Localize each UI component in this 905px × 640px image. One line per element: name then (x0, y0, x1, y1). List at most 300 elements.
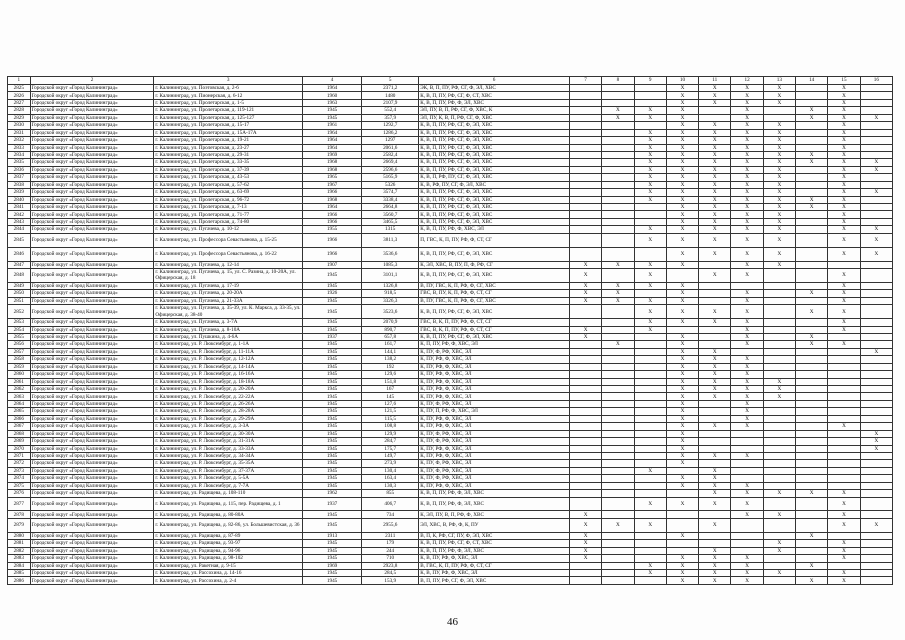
table-cell: г. Калининград, ул. Р. Люксембург, д. 29-29А (154, 415, 303, 422)
table-cell: В, ПУ, ГВС, К, П, РФ, Ф, СГ, ХВС (419, 297, 570, 304)
table-cell (602, 326, 634, 333)
table-cell: Х (763, 511, 795, 518)
table-cell: Х (666, 107, 698, 114)
table-cell (796, 166, 828, 173)
table-cell: 1926 (302, 290, 361, 297)
table-cell: Городской округ «Город Калининград» (30, 282, 154, 289)
table-cell: Х (731, 400, 763, 407)
table-cell: Х (666, 174, 698, 181)
table-cell: г. Калининград, ул. Пролетарская, д. 15-17 (154, 122, 303, 129)
table-cell: Городской округ «Город Калининград» (30, 371, 154, 378)
table-cell: Х (666, 445, 698, 452)
table-cell: Х (699, 497, 731, 511)
table-cell (763, 467, 795, 474)
table-cell (860, 99, 892, 106)
table-cell: Х (828, 305, 860, 319)
table-cell: Городской округ «Город Калининград» (30, 555, 154, 562)
table-row (8, 511, 893, 518)
table-cell: Х (699, 99, 731, 106)
table-cell: г. Калининград, ул. Р. Люксембург, д. 22-22А (154, 393, 303, 400)
table-cell: Х (569, 297, 601, 304)
column-header: 15 (828, 77, 860, 85)
table-cell (634, 348, 666, 355)
table-cell: Х (666, 438, 698, 445)
table-cell: 2869 (8, 438, 31, 445)
table-cell: К, ПУ, Ф, РФ, ХВС, ЭЛ (419, 430, 570, 437)
table-cell (569, 114, 601, 121)
table-cell: Х (666, 290, 698, 297)
table-cell: Городской округ «Город Калининград» (30, 445, 154, 452)
table-cell (634, 408, 666, 415)
table-cell: 2582,4 (362, 151, 419, 158)
table-cell: г. Калининград, ул. Радищева, д. 115, пер. Радищева, д. 1 (154, 497, 303, 511)
table-cell: 1964 (302, 204, 361, 211)
table-cell (860, 92, 892, 99)
table-cell: Х (828, 233, 860, 247)
table-cell: Х (796, 114, 828, 121)
table-cell (796, 475, 828, 482)
table-cell: Х (666, 261, 698, 268)
table-row (8, 151, 893, 158)
table-cell: К, ПУ, РФ, Ф, ХВС, ЭЛ (419, 452, 570, 459)
table-cell: Х (731, 204, 763, 211)
table-cell (634, 99, 666, 106)
table-cell (602, 452, 634, 459)
table-cell: 2858 (8, 356, 31, 363)
table-cell: 1907 (302, 261, 361, 268)
table-cell (860, 363, 892, 370)
table-cell: 127,6 (362, 400, 419, 407)
table-cell: Городской округ «Город Калининград» (30, 261, 154, 268)
table-cell: Х (666, 233, 698, 247)
table-row (8, 218, 893, 225)
column-header: 8 (602, 77, 634, 85)
table-cell: 2850 (8, 290, 31, 297)
table-cell: Х (828, 290, 860, 297)
table-cell: 1945 (302, 569, 361, 576)
table-cell (860, 532, 892, 539)
table-cell (860, 423, 892, 430)
table-row (8, 532, 893, 539)
table-cell (699, 445, 731, 452)
table-cell (602, 497, 634, 511)
table-cell: 2070,9 (362, 319, 419, 326)
table-cell: Х (699, 218, 731, 225)
table-cell (860, 497, 892, 511)
table-cell: К, ПУ, Ф, РФ, ХВС, ЭЛ (419, 467, 570, 474)
table-cell: 2853 (8, 319, 31, 326)
table-cell: Х (634, 467, 666, 474)
table-cell: 1945 (302, 430, 361, 437)
table-cell (828, 430, 860, 437)
table-cell (569, 151, 601, 158)
table-cell: 108,8 (362, 423, 419, 430)
table-cell: Городской округ «Город Калининград» (30, 518, 154, 532)
table-cell (602, 555, 634, 562)
table-cell: К, ПУ, РФ, Ф, ХВС, ЭЛ (419, 378, 570, 385)
table-cell: Х (763, 490, 795, 497)
table-cell: Х (731, 151, 763, 158)
table-cell: Городской округ «Город Калининград» (30, 569, 154, 576)
table-cell: Х (634, 305, 666, 319)
table-cell: 3811,3 (362, 233, 419, 247)
table-row (8, 261, 893, 268)
table-cell: 2838 (8, 181, 31, 188)
table-cell: Городской округ «Город Калининград» (30, 226, 154, 233)
table-cell: Х (763, 85, 795, 92)
table-cell: Х (699, 518, 731, 532)
table-cell (763, 305, 795, 319)
table-cell (860, 356, 892, 363)
table-cell: Х (699, 555, 731, 562)
table-cell: 1945 (302, 356, 361, 363)
table-cell: ЭК, В, П, ПУ, РФ, СГ, Ф, ЭЛ, ХВС (419, 85, 570, 92)
table-cell (828, 363, 860, 370)
table-cell: Х (763, 137, 795, 144)
table-cell: Х (602, 341, 634, 348)
table-cell: Городской округ «Город Калининград» (30, 204, 154, 211)
table-cell: Х (666, 297, 698, 304)
table-cell: ГВС, В, К, П, ПУ, РФ, Ф, СТ, СГ (419, 319, 570, 326)
table-cell (569, 569, 601, 576)
table-cell (602, 233, 634, 247)
table-cell: Х (828, 85, 860, 92)
table-cell (828, 482, 860, 489)
table-cell: г. Калининград, ул. Пугачева, д. 10-12 (154, 226, 303, 233)
table-cell: Х (763, 218, 795, 225)
table-cell: Городской округ «Город Калининград» (30, 218, 154, 225)
table-cell: Х (634, 144, 666, 151)
table-cell (828, 371, 860, 378)
table-cell (602, 247, 634, 261)
table-cell: Х (731, 555, 763, 562)
table-cell: Х (634, 562, 666, 569)
table-cell (569, 211, 601, 218)
table-cell: 5326 (362, 181, 419, 188)
table-row (8, 577, 893, 584)
table-cell (796, 211, 828, 218)
table-cell: г. Калининград, ул. Пушкина, д. 4-6А (154, 333, 303, 340)
table-cell: 1945 (302, 363, 361, 370)
table-cell: Х (860, 189, 892, 196)
table-cell: 2842 (8, 211, 31, 218)
table-cell: 2596,6 (362, 166, 419, 173)
table-cell: г. Калининград, ул. Пролетарская, д. 71-77 (154, 211, 303, 218)
table-cell (602, 511, 634, 518)
table-cell: Х (634, 114, 666, 121)
table-cell: Х (699, 467, 731, 474)
table-cell (602, 333, 634, 340)
table-cell: Х (666, 393, 698, 400)
table-cell: 2870 (8, 445, 31, 452)
table-cell: 552,4 (362, 107, 419, 114)
table-cell: Х (666, 452, 698, 459)
table-cell (602, 467, 634, 474)
table-cell (569, 386, 601, 393)
table-cell: Х (699, 569, 731, 576)
table-cell (602, 415, 634, 422)
table-cell: Х (666, 226, 698, 233)
table-cell: Х (828, 577, 860, 584)
table-cell: 2864 (8, 400, 31, 407)
table-cell: Х (731, 268, 763, 282)
table-cell: Х (634, 319, 666, 326)
table-cell (796, 189, 828, 196)
table-cell: Х (666, 460, 698, 467)
table-cell: г. Калининград, ул. Пролетарская, д. 23-27 (154, 144, 303, 151)
table-cell: Х (860, 348, 892, 355)
table-cell: 1963 (302, 99, 361, 106)
table-cell (763, 518, 795, 532)
table-cell: 357,9 (362, 114, 419, 121)
table-cell (569, 144, 601, 151)
table-cell: П, ГВС, К, П, ПУ, РФ, Ф, СТ, СГ (419, 233, 570, 247)
table-cell: Х (828, 159, 860, 166)
table-cell (602, 569, 634, 576)
table-row (8, 482, 893, 489)
table-cell: Х (731, 371, 763, 378)
table-cell (763, 408, 795, 415)
table-cell: Городской округ «Город Калининград» (30, 356, 154, 363)
table-cell: Х (666, 99, 698, 106)
table-cell: 1945 (302, 445, 361, 452)
table-row (8, 85, 893, 92)
table-cell (634, 482, 666, 489)
table-cell (796, 319, 828, 326)
table-cell (763, 532, 795, 539)
table-cell: Х (699, 363, 731, 370)
table-cell: 163,4 (362, 475, 419, 482)
table-cell: Х (860, 166, 892, 173)
table-cell (763, 114, 795, 121)
table-cell: Городской округ «Город Калининград» (30, 290, 154, 297)
table-cell: Х (763, 166, 795, 173)
table-cell: г. Калининград, ул. Пролетарская, д. 125-127 (154, 114, 303, 121)
table-cell: Х (699, 233, 731, 247)
table-cell: г. Калининград, ул. Р. Люксембург, д. 34-34А (154, 452, 303, 459)
table-cell: 115,5 (362, 415, 419, 422)
table-cell: Городской округ «Город Калининград» (30, 319, 154, 326)
table-cell: 1945 (302, 547, 361, 554)
table-cell: 855 (362, 490, 419, 497)
table-cell: Городской округ «Город Калининград» (30, 423, 154, 430)
table-cell: Х (828, 166, 860, 173)
table-cell (860, 107, 892, 114)
table-row (8, 547, 893, 554)
table-cell: Х (634, 181, 666, 188)
column-header: 7 (569, 77, 601, 85)
table-cell: Х (860, 518, 892, 532)
table-cell (699, 511, 731, 518)
table-cell: К, ЭЛ, ХВС, В, ПУ, П, Ф, РФ, СГ (419, 261, 570, 268)
table-cell: 2955,6 (362, 518, 419, 532)
table-cell: Х (634, 107, 666, 114)
table-cell (860, 174, 892, 181)
table-cell: г. Калининград, ул. Р. Люксембург, д. 26-26А (154, 400, 303, 407)
table-cell: ЭЛ, ПУ, В, П, РФ, СГ, Ф, ХВС, К (419, 107, 570, 114)
table-cell (828, 532, 860, 539)
table-cell: 1945 (302, 107, 361, 114)
table-cell: 1965 (302, 174, 361, 181)
table-cell (860, 282, 892, 289)
table-cell (763, 326, 795, 333)
table-cell: г. Калининград, ул. Р. Люксембург, д. 5-5А (154, 475, 303, 482)
table-cell: 1945 (302, 114, 361, 121)
table-cell (860, 577, 892, 584)
table-cell: К, ПУ, Ф, РФ, ХВС, ЭЛ (419, 475, 570, 482)
table-cell: Х (828, 151, 860, 158)
table-cell: Х (763, 393, 795, 400)
table-cell: Городской округ «Город Калининград» (30, 144, 154, 151)
table-cell (634, 577, 666, 584)
table-cell (602, 438, 634, 445)
table-cell: Х (666, 282, 698, 289)
table-cell: Городской округ «Город Калининград» (30, 467, 154, 474)
table-cell (828, 452, 860, 459)
table-cell: К, В, П, ПУ, РФ, Ф, ХВС, ЭЛ (419, 226, 570, 233)
table-cell: 2827 (8, 99, 31, 106)
table-cell: 1964 (302, 137, 361, 144)
table-cell: 1969 (302, 562, 361, 569)
table-cell: 2836 (8, 166, 31, 173)
table-cell: 1968 (302, 196, 361, 203)
table-cell: В, П, ПУ, РФ, СГ, Ф, ЭЛ, ХВС (419, 577, 570, 584)
table-cell: 2876 (8, 490, 31, 497)
table-cell: Х (634, 518, 666, 532)
table-cell (634, 218, 666, 225)
table-cell: Х (763, 547, 795, 554)
table-cell: 2884 (8, 562, 31, 569)
table-cell (763, 333, 795, 340)
table-cell: Х (602, 518, 634, 532)
table-cell (828, 438, 860, 445)
table-cell: г. Калининград, ул. Пугачева, д. 17-19 (154, 282, 303, 289)
table-cell (602, 99, 634, 106)
table-cell: Х (828, 511, 860, 518)
table-cell (602, 482, 634, 489)
table-cell: 3338,4 (362, 196, 419, 203)
table-cell: 2843 (8, 218, 31, 225)
table-cell: Х (763, 122, 795, 129)
table-cell: Х (699, 475, 731, 482)
table-cell: 3574,7 (362, 189, 419, 196)
table-cell (731, 282, 763, 289)
table-cell: г. Калининград, ул. Р. Люксембург, д. 20-20А (154, 386, 303, 393)
table-cell: г. Калининград, ул. Пугачева, д. 20-20А (154, 290, 303, 297)
table-cell (828, 386, 860, 393)
table-cell: г. Калининград, ул. Пролетарская, д. 96-72 (154, 196, 303, 203)
table-cell: Х (666, 166, 698, 173)
table-cell: 2826 (8, 92, 31, 99)
table-cell: К, ПУ, РФ, Ф, ХВС, ЭЛ (419, 482, 570, 489)
table-cell: Х (828, 282, 860, 289)
table-cell: Х (731, 319, 763, 326)
table-cell (634, 438, 666, 445)
table-cell: Х (796, 490, 828, 497)
table-cell: Х (828, 518, 860, 532)
table-cell (602, 430, 634, 437)
table-cell: 406,7 (362, 497, 419, 511)
table-row (8, 386, 893, 393)
table-cell: 1945 (302, 319, 361, 326)
table-row (8, 181, 893, 188)
table-cell (602, 151, 634, 158)
table-cell (634, 333, 666, 340)
page-number: 46 (447, 616, 458, 628)
table-row (8, 129, 893, 136)
table-cell (828, 467, 860, 474)
table-cell (569, 85, 601, 92)
table-cell: 2882 (8, 547, 31, 554)
table-cell: 284,5 (362, 569, 419, 576)
table-cell: Х (860, 430, 892, 437)
table-cell: Х (699, 247, 731, 261)
column-header: 3 (154, 77, 303, 85)
table-cell: г. Калининград, ул. Пролетарская, д. 1-5 (154, 99, 303, 106)
table-cell: г. Калининград, ул. Пролетарская, д. 7-13 (154, 204, 303, 211)
table-cell (860, 218, 892, 225)
table-cell: Х (860, 233, 892, 247)
table-cell (763, 268, 795, 282)
table-cell: 2852 (8, 305, 31, 319)
table-cell: 1961 (302, 122, 361, 129)
table-cell: 1315 (362, 226, 419, 233)
table-cell (763, 297, 795, 304)
table-cell: Х (731, 393, 763, 400)
table-cell (796, 129, 828, 136)
table-cell: Городской округ «Город Калининград» (30, 129, 154, 136)
table-cell (828, 562, 860, 569)
table-cell (796, 363, 828, 370)
table-cell: Х (731, 423, 763, 430)
table-cell: Х (666, 475, 698, 482)
table-cell: 1945 (302, 282, 361, 289)
table-cell (634, 460, 666, 467)
table-cell: г. Калининград, ул. Пугачева, д. 15, ул. С. Разина, д. 10-20А, ул. Офицерская, д. 18 (154, 268, 303, 282)
table-cell: Городской округ «Город Калининград» (30, 400, 154, 407)
column-header: 9 (634, 77, 666, 85)
table-cell (796, 547, 828, 554)
table-cell (666, 268, 698, 282)
table-cell (763, 460, 795, 467)
table-cell (763, 348, 795, 355)
table-cell (569, 319, 601, 326)
table-cell: 2866 (8, 415, 31, 422)
table-cell (634, 386, 666, 393)
table-cell: Х (666, 408, 698, 415)
table-row (8, 540, 893, 547)
table-cell: Х (699, 547, 731, 554)
table-cell: К, В, РФ, ПУ, СГ, Ф, ЭЛ, ХВС (419, 181, 570, 188)
table-cell: Х (666, 204, 698, 211)
table-cell: Х (699, 137, 731, 144)
table-cell (666, 540, 698, 547)
table-cell (860, 569, 892, 576)
table-row (8, 467, 893, 474)
table-cell: Х (699, 423, 731, 430)
table-cell (796, 393, 828, 400)
table-cell: 3560,7 (362, 211, 419, 218)
table-cell: 1326,8 (362, 282, 419, 289)
table-cell: Х (796, 196, 828, 203)
table-cell (602, 305, 634, 319)
table-cell: Х (763, 378, 795, 385)
table-cell: Городской округ «Город Калининград» (30, 151, 154, 158)
table-cell (860, 129, 892, 136)
table-cell: Х (666, 247, 698, 261)
table-cell (569, 226, 601, 233)
table-cell (796, 85, 828, 92)
